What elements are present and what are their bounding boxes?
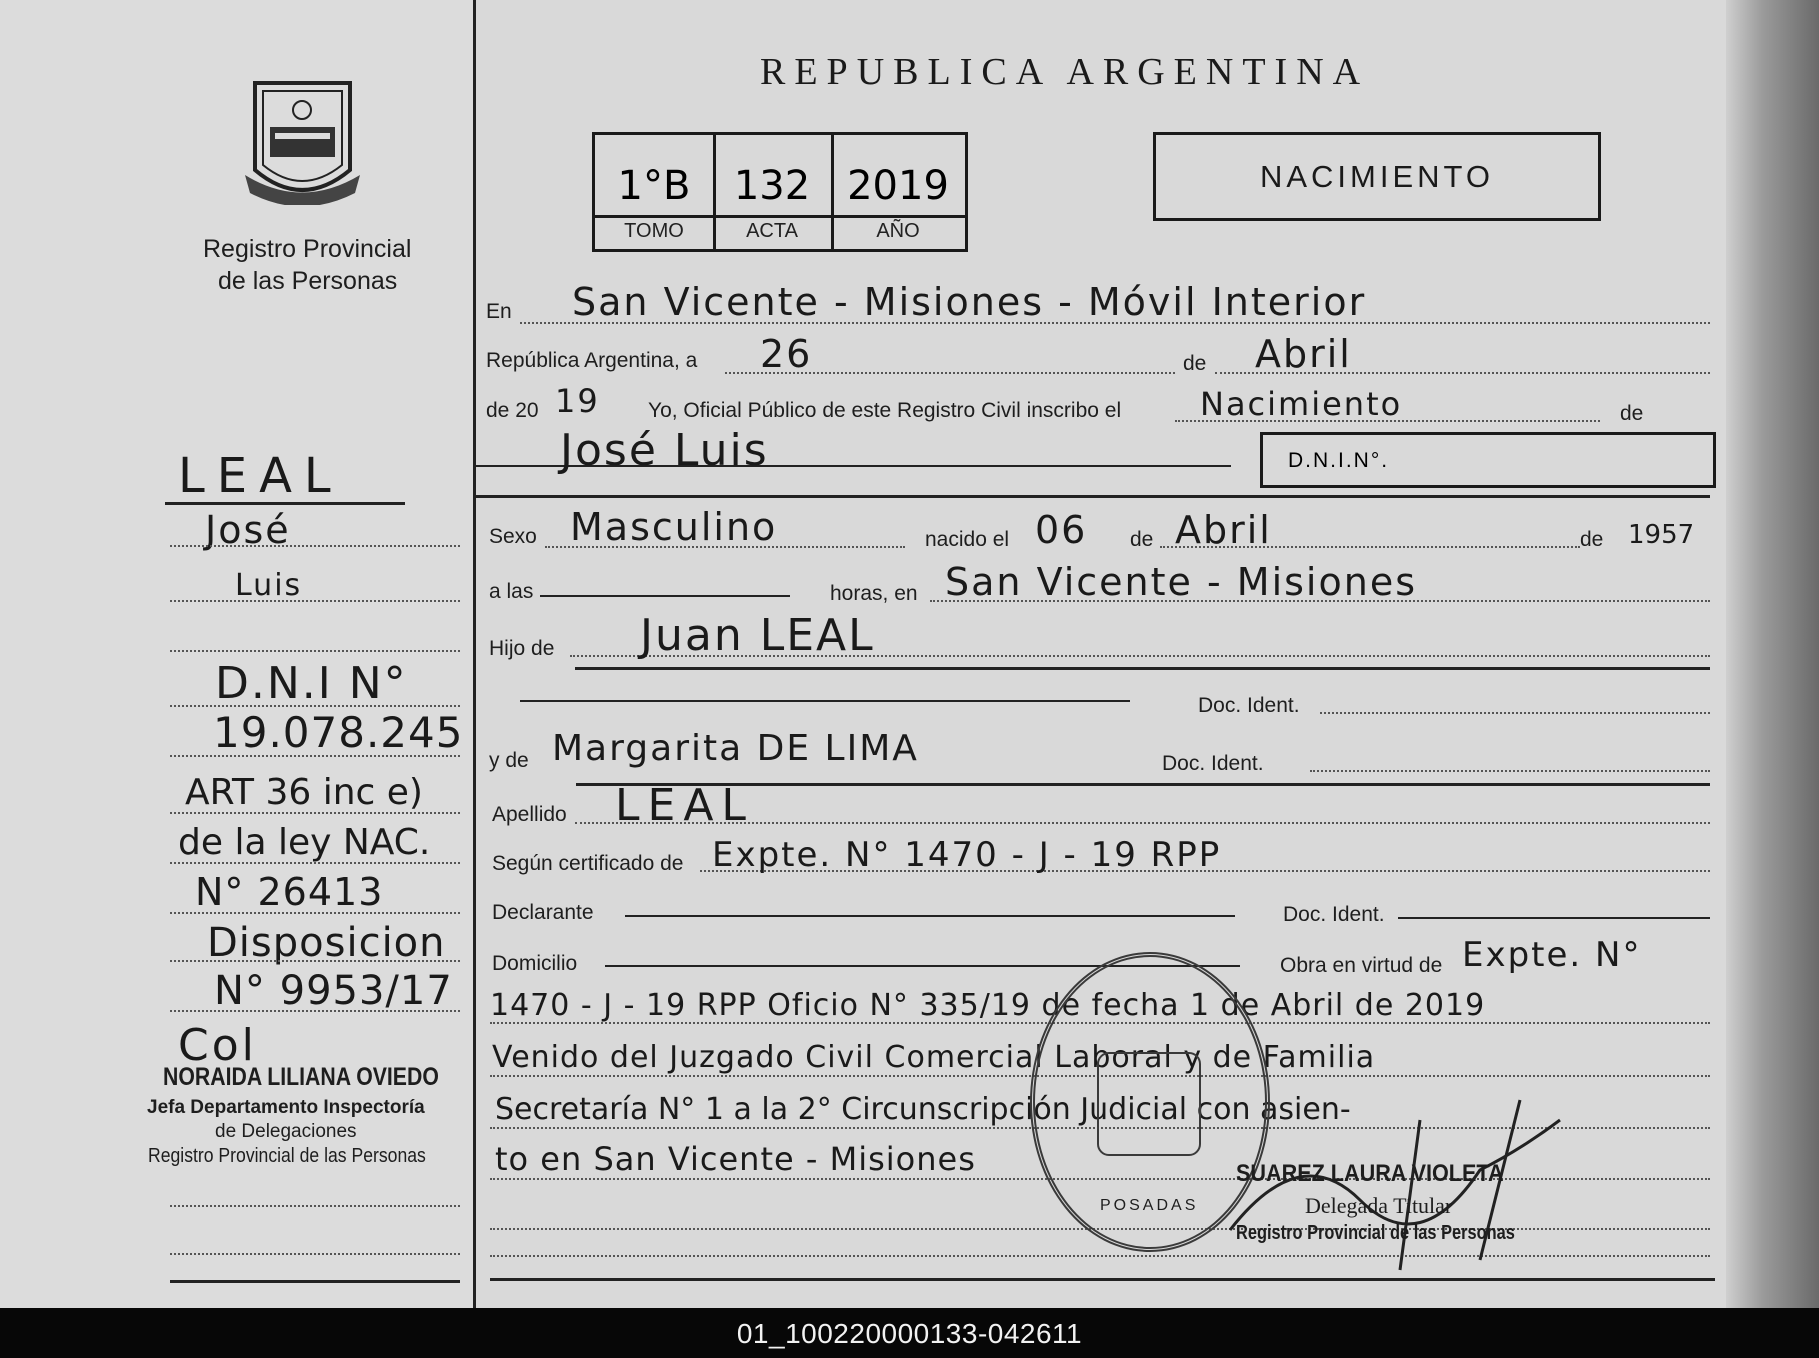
dotted-line [170,1205,460,1207]
margin-note-2: de la ley NAC. [178,822,431,863]
label-apellido: Apellido [492,803,567,826]
label-hijo: Hijo de [489,637,555,660]
acta-label: ACTA [746,220,798,242]
page-edge-shadow [1726,0,1819,1308]
label-yo: Yo, Oficial Público de este Registro Civil inscribo el [648,399,1122,422]
registry-name-line2: de las Personas [218,267,398,295]
misiones-seal-icon [245,75,360,205]
label-de-4: de [1580,528,1604,551]
label-nacido: nacido el [925,528,1010,551]
margin-surname: LEAL [178,448,343,504]
dotted-line [170,862,460,864]
dotted-line [170,705,460,707]
label-doc-3: Doc. Ident. [1283,903,1385,926]
label-declarante: Declarante [492,901,594,924]
label-de-20: de 20 [486,399,539,422]
signatory-office: Registro Provincial de las Personas [1236,1222,1515,1244]
tomo-cell [595,135,716,249]
margin-dni-number: 19.078.245 [213,708,464,757]
label-de: de [1183,352,1207,375]
label-republica: República Argentina, a [486,349,698,372]
observation-line-1: 1470 - J - 19 RPP Oficio N° 335/19 de fecha 1 de Abril de 2019 [490,988,1486,1023]
stamp-emblem-icon [1097,1052,1201,1156]
dotted-line [170,1253,460,1255]
acta-value: 132 [733,163,811,209]
registry-name-line1: Registro Provincial [203,235,412,263]
margin-first-name: José [205,508,291,552]
father-doc-line [520,700,1130,702]
mother-value: Margarita DE LIMA [552,728,919,769]
apellido-value: LEAL [615,780,754,831]
birth-day-value: 06 [1035,508,1088,552]
observation-line-2: Venido del Juzgado Civil Comercial Laboral y de Familia [492,1040,1376,1075]
label-horas: horas, en [830,582,918,605]
dotted-line [170,912,460,914]
margin-note-1: ART 36 inc e) [185,772,423,813]
dotted-line [170,545,460,547]
image-code: 01_100220000133-042611 [736,1318,1083,1349]
month-value: Abril [1255,332,1352,376]
label-domicilio: Domicilio [492,952,578,975]
ano-label: AÑO [876,220,920,242]
margin-initials: Col [178,1020,257,1071]
label-de-2: de [1620,402,1644,425]
observation-line-4: to en San Vicente - Misiones [495,1140,976,1178]
stamp-city: POSADAS [1100,1197,1199,1214]
margin-middle-name: Luis [235,568,303,603]
certificado-value: Expte. N° 1470 - J - 19 RPP [712,835,1222,875]
margin-note-3: N° 26413 [195,870,384,914]
ano-value: 2019 [847,163,949,209]
dotted-line [170,755,460,757]
label-segun: Según certificado de [492,852,684,875]
dotted-line [170,650,460,652]
dni-box [1260,432,1716,488]
dotted-line [1320,712,1710,714]
father-line [575,667,1710,670]
officer-title-2: de Delegaciones [215,1121,357,1142]
dotted-line [170,600,460,602]
sexo-value: Masculino [570,505,778,549]
act-written-value: Nacimiento [1200,385,1403,423]
birth-month-value: Abril [1175,508,1272,552]
declarante-line [625,915,1235,917]
hour-line [540,595,790,597]
label-de-3: de [1130,528,1154,551]
officer-title-1: Jefa Departamento Inspectoría [147,1097,425,1118]
officer-name: NORAIDA LILIANA OVIEDO [163,1063,439,1091]
image-id-bar [0,1308,1819,1358]
label-doc-2: Doc. Ident. [1162,752,1264,775]
registration-divider [595,215,965,218]
label-a-las: a las [489,580,534,603]
tomo-value: 1°B [617,163,691,209]
year-suffix-value: 19 [555,382,600,420]
signatory-title: Delegada Titular [1305,1193,1453,1218]
dni-label: D.N.I.N°. [1288,449,1390,472]
day-value: 26 [760,332,813,376]
tomo-label: TOMO [624,220,684,242]
father-value: Juan LEAL [640,610,875,661]
full-name-value: José Luis [560,425,769,476]
label-en: En [486,300,512,323]
declarante-doc-line [1398,917,1710,919]
observation-line-3: Secretaría N° 1 a la 2° Circunscripción Judicial con asien- [495,1092,1351,1127]
dotted-line [170,1010,460,1012]
act-type-label: NACIMIENTO [1259,159,1495,194]
acta-cell [713,135,834,249]
dotted-line [1310,770,1710,772]
margin-stub [0,0,476,1308]
birth-place-value: San Vicente - Misiones [945,560,1418,604]
officer-title-3: Registro Provincial de las Personas [148,1145,426,1167]
margin-note-5: N° 9953/17 [214,968,453,1014]
margin-bottom-rule [170,1280,460,1283]
act-type-box [1153,132,1601,221]
birth-year-value: 1957 [1628,520,1695,550]
label-sexo: Sexo [489,525,537,548]
obra-value: Expte. N° [1462,935,1642,975]
ano-cell [831,135,968,249]
registration-box [592,132,968,252]
place-value: San Vicente - Misiones - Móvil Interior [572,280,1367,324]
country-title: REPUBLICA ARGENTINA [760,51,1370,93]
dotted-line [170,812,460,814]
margin-rule [165,502,405,505]
section-rule [476,495,1710,498]
label-doc-1: Doc. Ident. [1198,694,1300,717]
margin-note-4: Disposicion [207,920,446,966]
margin-dni-label: D.N.I N° [215,658,408,709]
label-y-de: y de [489,749,529,772]
label-obra: Obra en virtud de [1280,954,1443,977]
signatory-name: SUAREZ LAURA VIOLETA [1236,1160,1504,1187]
dotted-line [170,960,460,962]
